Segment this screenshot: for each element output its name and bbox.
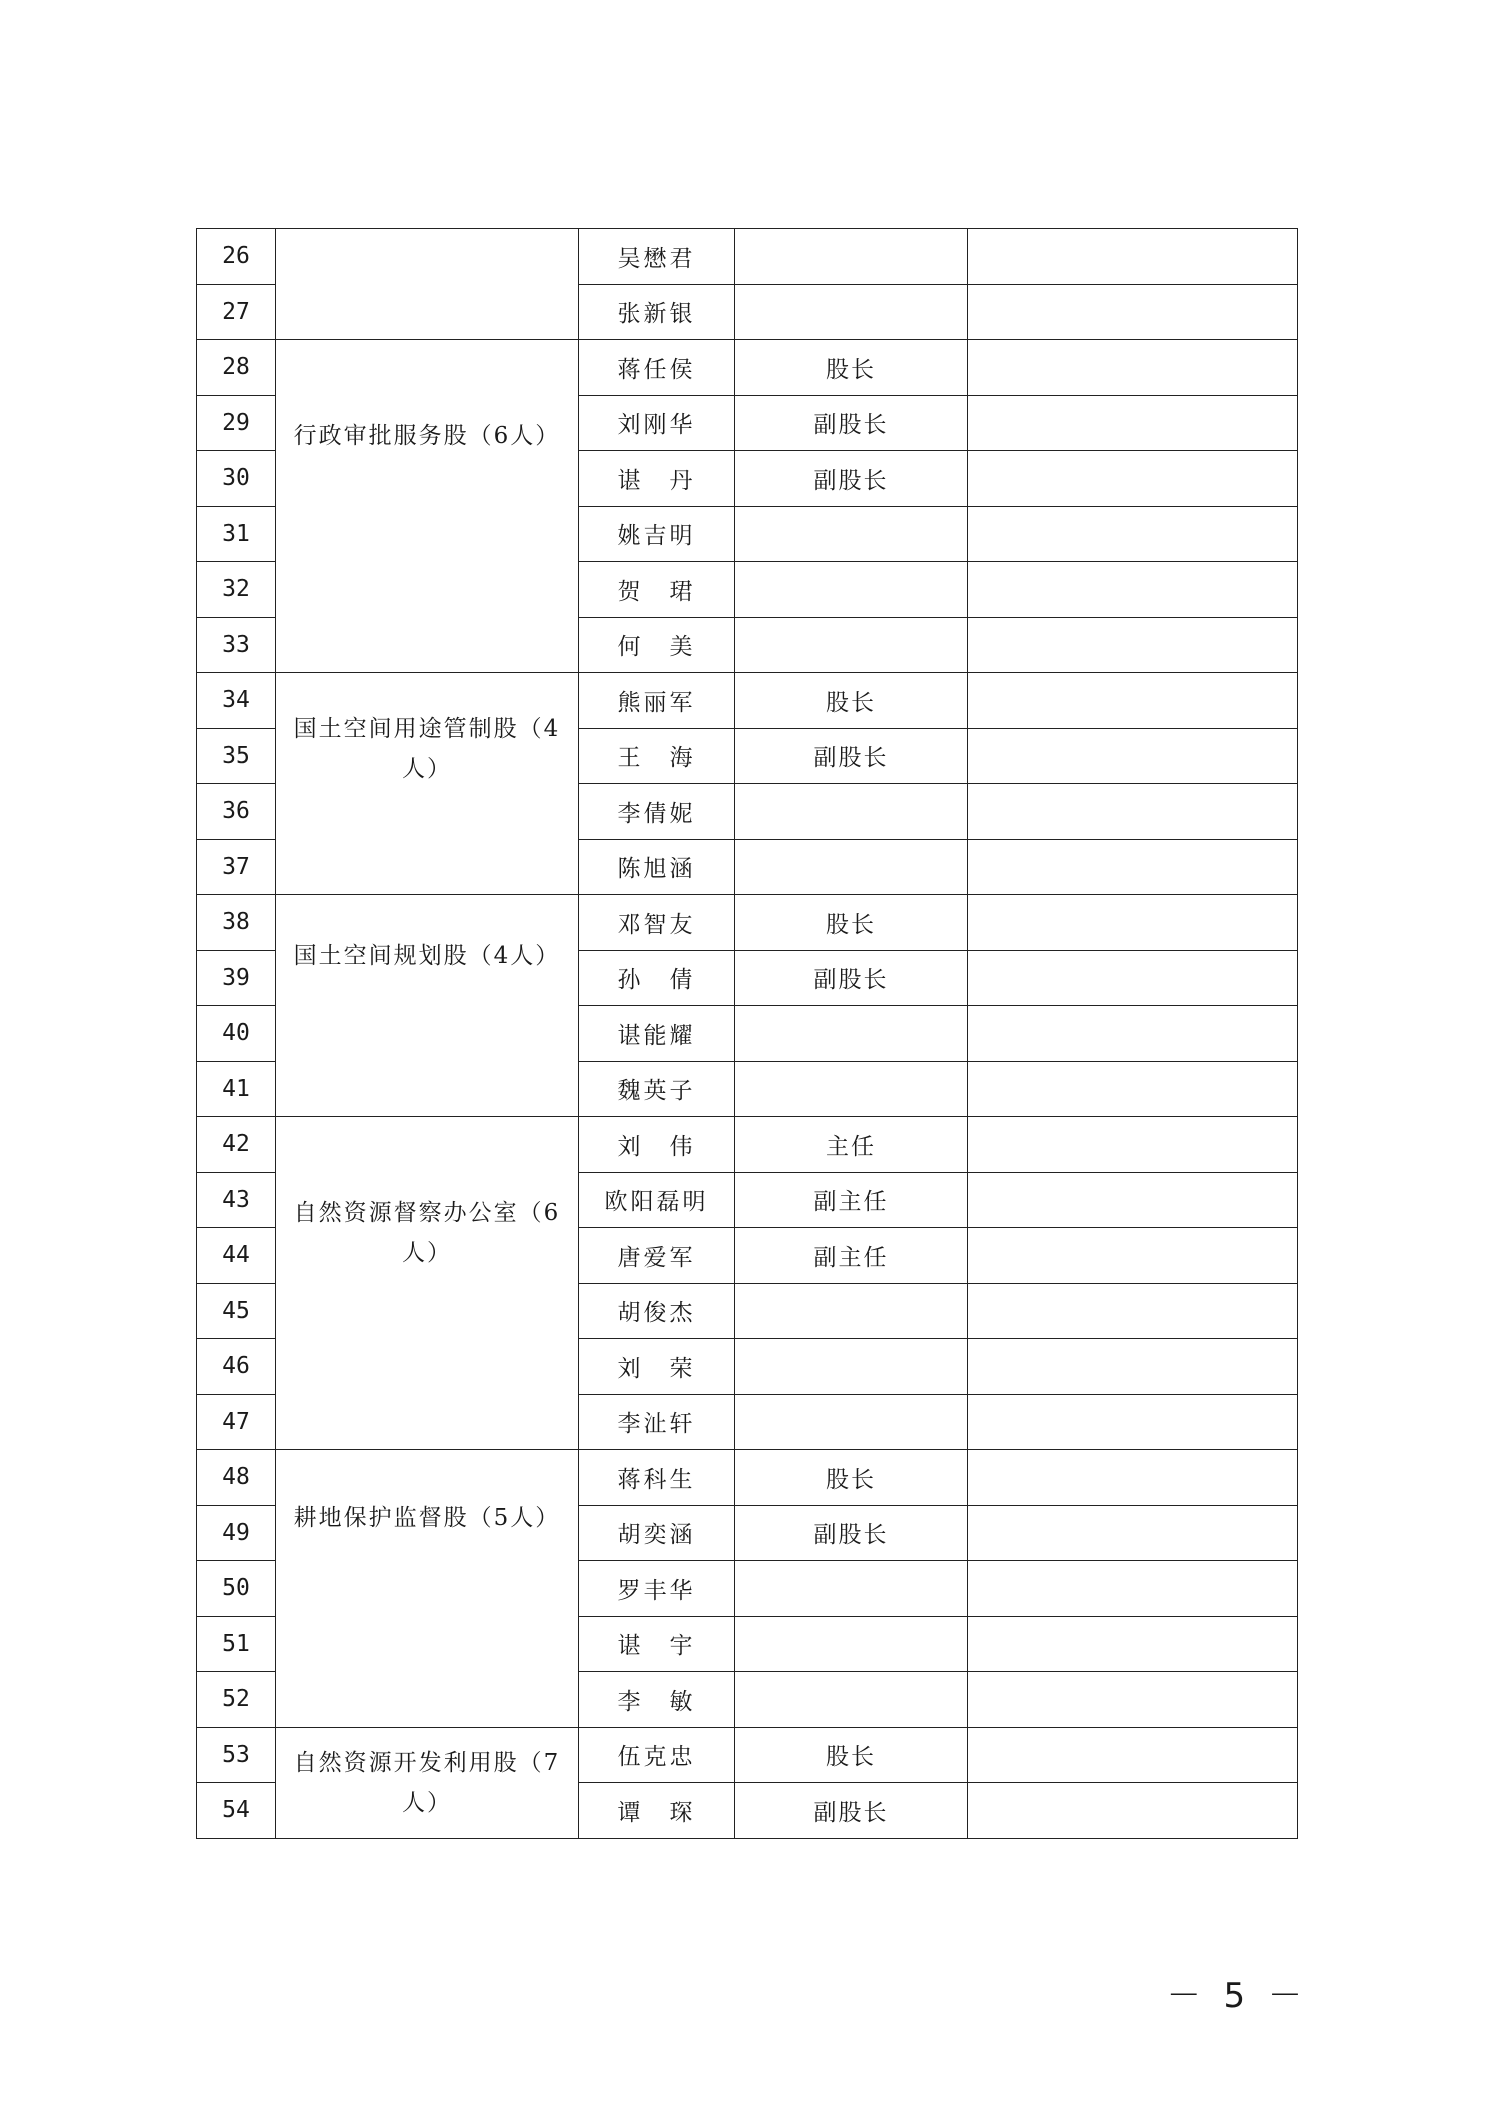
note-cell	[968, 1172, 1298, 1228]
row-number: 40	[197, 1006, 276, 1062]
note-cell	[968, 1339, 1298, 1395]
note-cell	[968, 1672, 1298, 1728]
staff-position	[735, 1394, 968, 1450]
row-number: 41	[197, 1061, 276, 1117]
note-cell	[968, 1394, 1298, 1450]
staff-position: 股长	[735, 1727, 968, 1783]
staff-name: 欧阳磊明	[579, 1172, 735, 1228]
staff-position	[735, 1006, 968, 1062]
note-cell	[968, 340, 1298, 396]
row-number: 30	[197, 451, 276, 507]
note-cell	[968, 895, 1298, 951]
table-row	[197, 673, 1298, 729]
note-cell	[968, 1228, 1298, 1284]
staff-position	[735, 1339, 968, 1395]
note-cell	[968, 1505, 1298, 1561]
row-number: 37	[197, 839, 276, 895]
row-number: 50	[197, 1561, 276, 1617]
staff-name: 谌 丹	[579, 451, 735, 507]
note-cell	[968, 1283, 1298, 1339]
row-number: 39	[197, 950, 276, 1006]
row-number: 36	[197, 784, 276, 840]
department-label: 行政审批服务股（6人）	[293, 423, 561, 449]
staff-name: 王 海	[579, 728, 735, 784]
staff-name: 刘 伟	[579, 1117, 735, 1173]
note-cell	[968, 1117, 1298, 1173]
department-cell	[276, 895, 579, 1117]
note-cell	[968, 784, 1298, 840]
row-number: 28	[197, 340, 276, 396]
table-row	[197, 340, 1298, 396]
staff-name: 陈旭涵	[579, 839, 735, 895]
staff-position	[735, 284, 968, 340]
row-number: 44	[197, 1228, 276, 1284]
staff-position: 副股长	[735, 1505, 968, 1561]
staff-name: 何 美	[579, 617, 735, 673]
department-cell	[276, 229, 579, 340]
note-cell	[968, 673, 1298, 729]
staff-position: 副主任	[735, 1228, 968, 1284]
row-number: 26	[197, 229, 276, 285]
row-number: 27	[197, 284, 276, 340]
department-label: 自然资源督察办公室（6人）	[293, 1200, 561, 1266]
staff-name: 孙 倩	[579, 950, 735, 1006]
row-number: 48	[197, 1450, 276, 1506]
staff-roster-table	[196, 228, 1298, 1839]
department-cell	[276, 1727, 579, 1838]
note-cell	[968, 1616, 1298, 1672]
staff-position	[735, 562, 968, 618]
staff-position	[735, 229, 968, 285]
staff-position: 股长	[735, 1450, 968, 1506]
staff-name: 谭 琛	[579, 1783, 735, 1839]
staff-name: 胡俊杰	[579, 1283, 735, 1339]
staff-name: 贺 珺	[579, 562, 735, 618]
staff-name: 胡奕涵	[579, 1505, 735, 1561]
row-number: 51	[197, 1616, 276, 1672]
staff-position: 主任	[735, 1117, 968, 1173]
table-row	[197, 1450, 1298, 1506]
note-cell	[968, 728, 1298, 784]
staff-position: 副股长	[735, 728, 968, 784]
staff-name: 李 敏	[579, 1672, 735, 1728]
note-cell	[968, 1561, 1298, 1617]
row-number: 38	[197, 895, 276, 951]
staff-position: 副主任	[735, 1172, 968, 1228]
staff-name: 吴懋君	[579, 229, 735, 285]
row-number: 31	[197, 506, 276, 562]
note-cell	[968, 617, 1298, 673]
staff-name: 李沚轩	[579, 1394, 735, 1450]
staff-position	[735, 617, 968, 673]
staff-name: 刘 荣	[579, 1339, 735, 1395]
row-number: 54	[197, 1783, 276, 1839]
note-cell	[968, 284, 1298, 340]
staff-position: 股长	[735, 673, 968, 729]
staff-name: 邓智友	[579, 895, 735, 951]
staff-name: 刘刚华	[579, 395, 735, 451]
row-number: 29	[197, 395, 276, 451]
staff-name: 熊丽军	[579, 673, 735, 729]
table-row	[197, 1117, 1298, 1173]
note-cell	[968, 395, 1298, 451]
row-number: 35	[197, 728, 276, 784]
department-cell	[276, 673, 579, 895]
staff-position: 副股长	[735, 950, 968, 1006]
staff-name: 谌能耀	[579, 1006, 735, 1062]
note-cell	[968, 229, 1298, 285]
note-cell	[968, 451, 1298, 507]
row-number: 33	[197, 617, 276, 673]
staff-position	[735, 1561, 968, 1617]
row-number: 45	[197, 1283, 276, 1339]
row-number: 32	[197, 562, 276, 618]
staff-name: 罗丰华	[579, 1561, 735, 1617]
row-number: 47	[197, 1394, 276, 1450]
staff-position: 副股长	[735, 1783, 968, 1839]
staff-name: 张新银	[579, 284, 735, 340]
row-number: 52	[197, 1672, 276, 1728]
department-cell	[276, 340, 579, 673]
staff-position	[735, 1283, 968, 1339]
staff-position	[735, 1672, 968, 1728]
staff-position: 副股长	[735, 395, 968, 451]
staff-name: 蒋科生	[579, 1450, 735, 1506]
note-cell	[968, 1783, 1298, 1839]
note-cell	[968, 839, 1298, 895]
row-number: 42	[197, 1117, 276, 1173]
row-number: 53	[197, 1727, 276, 1783]
staff-name: 伍克忠	[579, 1727, 735, 1783]
staff-name: 唐爱军	[579, 1228, 735, 1284]
note-cell	[968, 1727, 1298, 1783]
table-row	[197, 229, 1298, 285]
note-cell	[968, 506, 1298, 562]
department-label: 自然资源开发利用股（7人）	[293, 1749, 561, 1816]
staff-position: 股长	[735, 895, 968, 951]
staff-position	[735, 839, 968, 895]
staff-position: 副股长	[735, 451, 968, 507]
note-cell	[968, 562, 1298, 618]
staff-name: 谌 宇	[579, 1616, 735, 1672]
department-label: 耕地保护监督股（5人）	[293, 1505, 561, 1532]
department-cell	[276, 1117, 579, 1450]
department-cell	[276, 1450, 579, 1728]
staff-position	[735, 1061, 968, 1117]
row-number: 49	[197, 1505, 276, 1561]
row-number: 34	[197, 673, 276, 729]
row-number: 46	[197, 1339, 276, 1395]
table-row	[197, 895, 1298, 951]
staff-position	[735, 784, 968, 840]
note-cell	[968, 1450, 1298, 1506]
note-cell	[968, 1006, 1298, 1062]
page-number: － 5 －	[1166, 1976, 1308, 2016]
staff-name: 姚吉明	[579, 506, 735, 562]
staff-name: 蒋任侯	[579, 340, 735, 396]
row-number: 43	[197, 1172, 276, 1228]
staff-position: 股长	[735, 340, 968, 396]
staff-position	[735, 1616, 968, 1672]
department-label: 国土空间用途管制股（4人）	[293, 715, 561, 782]
staff-position	[735, 506, 968, 562]
staff-name: 李倩妮	[579, 784, 735, 840]
table-row	[197, 1727, 1298, 1783]
staff-name: 魏英子	[579, 1061, 735, 1117]
note-cell	[968, 1061, 1298, 1117]
note-cell	[968, 950, 1298, 1006]
department-label: 国土空间规划股（4人）	[293, 942, 561, 969]
